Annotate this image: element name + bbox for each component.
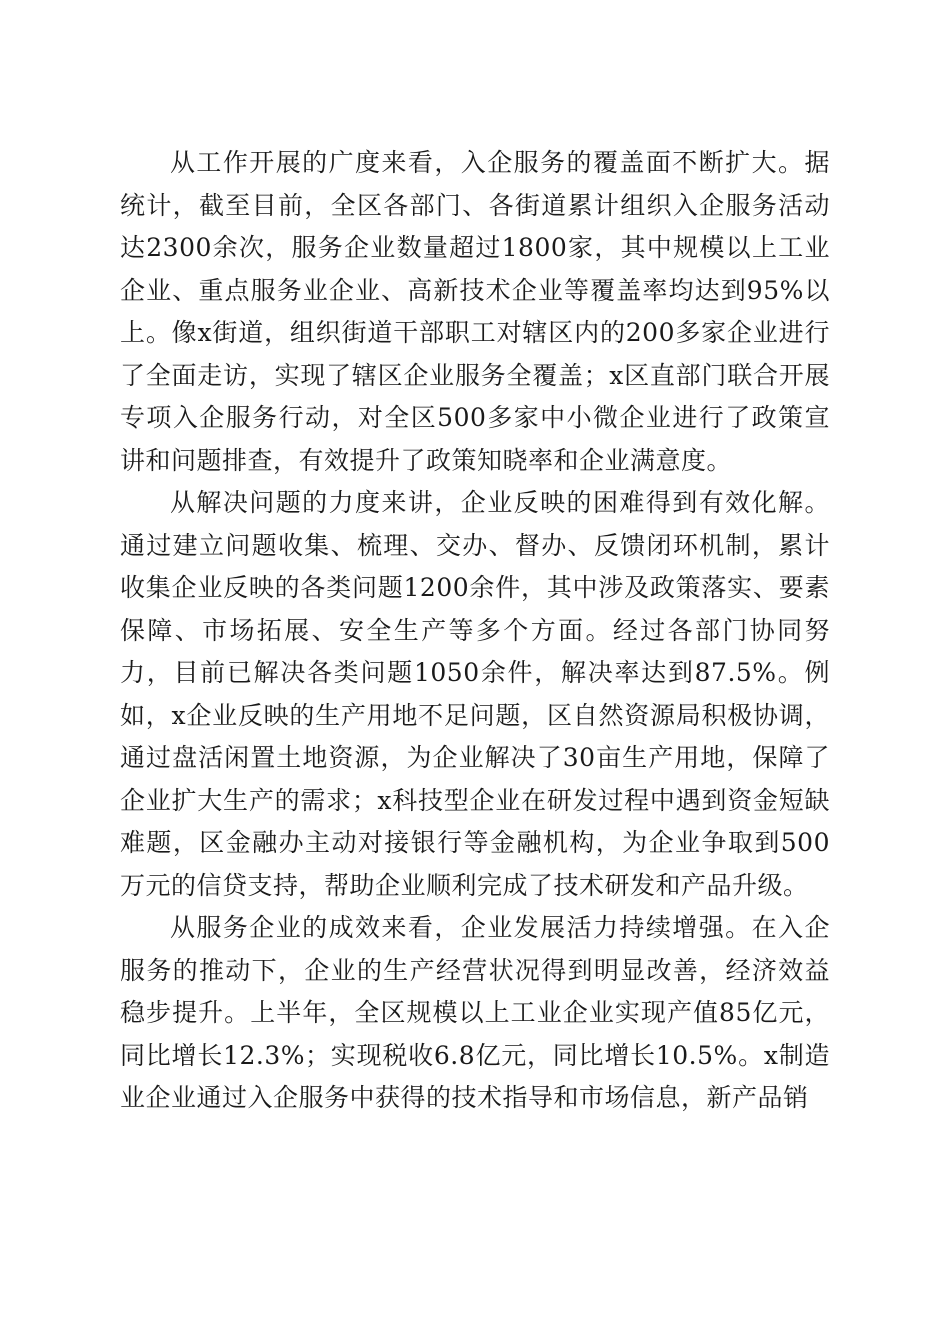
paragraph-coverage: 从工作开展的广度来看，入企服务的覆盖面不断扩大。据统计，截至目前，全区各部门、各街道累计组织入企服务活动达2300余次，服务企业数量超过1800家，其中规模以上工业企业、重点服务业企业、高新技术企业等覆盖率均达到95%以上。像x街道，组织街道干部职工对辖区内的200多家企业进行了全面走访，实现了辖区企业服务全覆盖；x区直部门联合开展专项入企服务行动，对全区500多家中小微企业进行了政策宣讲和问题排查，有效提升了政策知晓率和企业满意度。 <box>120 148 830 475</box>
paragraph-problem-solving: 从解决问题的力度来讲，企业反映的困难得到有效化解。通过建立问题收集、梳理、交办、督办、反馈闭环机制，累计收集企业反映的各类问题1200余件，其中涉及政策落实、要素保障、市场拓展、安全生产等多个方面。经过各部门协同努力，目前已解决各类问题1050余件，解决率达到87.5%。例如，x企业反映的生产用地不足问题，区自然资源局积极协调，通过盘活闲置土地资源，为企业解决了30亩生产用地，保障了企业扩大生产的需求；x科技型企业在研发过程中遇到资金短缺难题，区金融办主动对接银行等金融机构，为企业争取到500万元的信贷支持，帮助企业顺利完成了技术研发和产品升级。 <box>120 488 830 900</box>
paragraph-results: 从服务企业的成效来看，企业发展活力持续增强。在入企服务的推动下，企业的生产经营状况得到明显改善，经济效益稳步提升。上半年，全区规模以上工业企业实现产值85亿元，同比增长12.3%；实现税收6.8亿元，同比增长10.5%。x制造业企业通过入企服务中获得的技术指导和市场信息，新产品销 <box>120 913 830 1112</box>
body-text <box>120 142 830 1120</box>
